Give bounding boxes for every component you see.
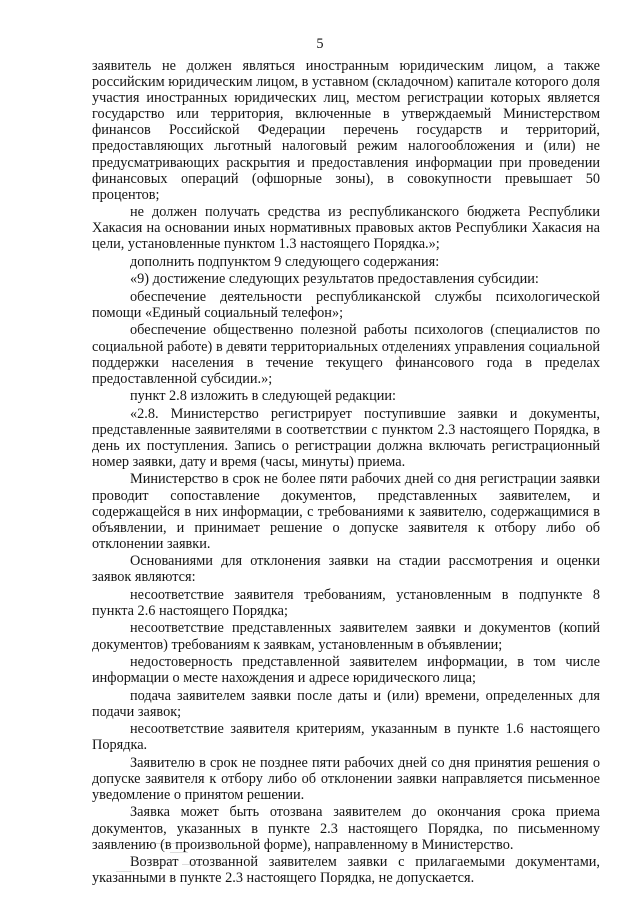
paragraph-item-2-8-registration: «2.8. Министерство регистрирует поступившие заявки и документы, представленные заявителями в соответствии с пунктом 2.3 настоящего Порядка, в день их поступления. Запись о регистрации должна включать регистрационный номер заявки, дату и время (часы, минуты) приема. (92, 405, 600, 470)
paragraph-rejection-grounds: Основаниями для отклонения заявки на стадии рассмотрения и оценки заявок являются: (92, 553, 600, 586)
paragraph-ground-requirements: несоответствие заявителя требованиям, установленным в подпункте 8 пункта 2.6 настоящего Порядка; (92, 586, 600, 619)
paragraph-result-psychologists: обеспечение общественно полезной работы психологов (специалистов по социальной работе) в девяти территориальных отделениях управления социальной поддержки населения в течение текущего финансового года в пределах предоставленной субсидии.»; (92, 322, 600, 387)
paragraph-ministry-review: Министерство в срок не более пяти рабочих дней со дня регистрации заявки проводит сопоставление документов, представленных заявителем, и содержащейся в них информации, с требованиями к заявителю, содержащимися в объявлении, и принимает решение о допуске заявителя к отбору либо об отклонении заявки. (92, 471, 600, 552)
paragraph-ground-false-info: недостоверность представленной заявителем информации, в том числе информации о месте нахождения и адресе юридического лица; (92, 654, 600, 687)
document-body (92, 58, 600, 888)
paragraph-result-helpline: обеспечение деятельности республиканской службы психологической помощи «Единый социальный телефон»; (92, 288, 600, 321)
paragraph-withdrawal: Заявка может быть отозвана заявителем до окончания срока приема документов, указанных в пункте 2.3 настоящего Порядка, по письменному заявлению (в произвольной форме), направленному в Министерство. (92, 804, 600, 853)
paragraph-add-subitem-9: дополнить подпунктом 9 следующего содержания: (130, 253, 440, 270)
paragraph-no-return: Возврат отозванной заявителем заявки с прилагаемыми документами, указанными в пункте 2.3 настоящего Порядка, не допускается. (92, 854, 600, 887)
page-number: 5 (316, 36, 324, 52)
paragraph-ground-documents: несоответствие представленных заявителем заявки и документов (копий документов) требованиям к заявкам, установленным в объявлении; (92, 620, 600, 653)
paragraph-applicant-not-foreign: заявитель не должен являться иностранным юридическим лицом, а также российским юридическим лицом, в уставном (складочном) капитале которого доля участия иностранных юридических лиц, местом регистрации которых является государство или территория, включенные в утверждаемый Министерством финансов Российской Федерации перечень государств и территорий, предоставляющих льготный налоговый режим налогообложения и (или) не предусматривающих раскрытия и предоставления информации при проведении финансовых операций (офшорные зоны), в совокупности превышает 50 процентов; (92, 58, 600, 203)
paragraph-no-budget-funds: не должен получать средства из республиканского бюджета Республики Хакасия на основании иных нормативных правовых актов Республики Хакасия на цели, установленные пунктом 1.3 настоящего Порядка.»; (92, 204, 600, 253)
scan-artifact (112, 838, 232, 878)
paragraph-ground-late-submission: подача заявителем заявки после даты и (или) времени, определенных для подачи заявок; (92, 687, 600, 720)
paragraph-subitem-9-results: «9) достижение следующих результатов предоставления субсидии: (130, 271, 539, 288)
paragraph-item-2-8-intro: пункт 2.8 изложить в следующей редакции: (130, 388, 397, 405)
paragraph-notification: Заявителю в срок не позднее пяти рабочих дней со дня принятия решения о допуске заявителя к отбору либо об отклонении заявки направляется письменное уведомление о принятом решении. (92, 754, 600, 803)
paragraph-ground-criteria: несоответствие заявителя критериям, указанным в пункте 1.6 настоящего Порядка. (92, 721, 600, 754)
